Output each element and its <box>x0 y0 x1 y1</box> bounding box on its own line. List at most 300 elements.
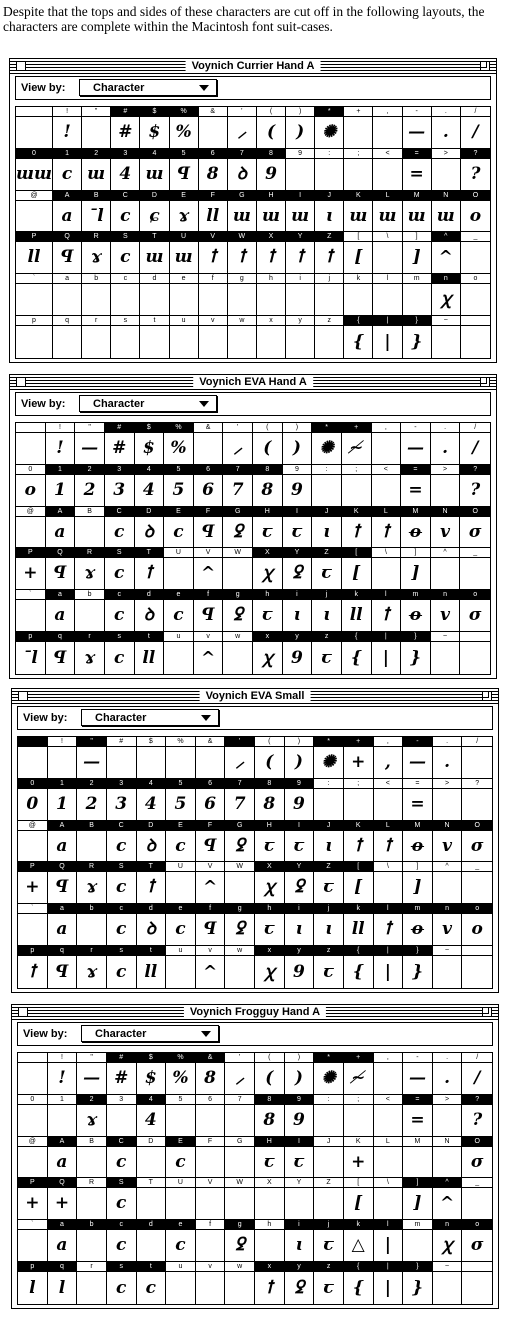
character-cell[interactable] <box>107 904 137 946</box>
character-cell[interactable] <box>53 107 82 149</box>
character-cell[interactable] <box>16 232 53 274</box>
character-cell[interactable] <box>314 737 344 779</box>
character-cell[interactable] <box>433 779 463 821</box>
character-cell[interactable] <box>135 632 165 674</box>
character-cell[interactable] <box>223 507 253 549</box>
character-cell[interactable] <box>374 821 404 863</box>
character-cell[interactable] <box>107 1178 137 1220</box>
character-cell[interactable] <box>53 232 82 274</box>
character-cell[interactable] <box>228 232 257 274</box>
character-cell[interactable] <box>16 465 46 507</box>
character-cell[interactable] <box>285 862 315 904</box>
character-cell[interactable] <box>432 232 461 274</box>
character-cell[interactable] <box>314 1137 344 1179</box>
character-cell[interactable] <box>18 862 48 904</box>
character-cell[interactable] <box>75 423 105 465</box>
character-cell[interactable] <box>312 590 342 632</box>
character-cell[interactable] <box>312 632 342 674</box>
close-box-icon[interactable] <box>16 61 26 71</box>
character-cell[interactable] <box>374 1137 404 1179</box>
character-cell[interactable] <box>194 507 224 549</box>
character-cell[interactable] <box>462 1262 492 1304</box>
character-cell[interactable] <box>403 232 432 274</box>
character-cell[interactable] <box>255 1095 285 1137</box>
character-cell[interactable] <box>255 737 285 779</box>
character-cell[interactable] <box>344 1220 374 1262</box>
character-cell[interactable] <box>314 904 344 946</box>
character-cell[interactable] <box>373 232 402 274</box>
character-cell[interactable] <box>228 149 257 191</box>
character-cell[interactable] <box>77 946 107 988</box>
character-cell[interactable] <box>107 1095 137 1137</box>
character-cell[interactable] <box>344 107 373 149</box>
character-cell[interactable] <box>16 107 53 149</box>
character-cell[interactable] <box>196 1137 226 1179</box>
character-cell[interactable] <box>315 191 344 233</box>
character-cell[interactable] <box>312 507 342 549</box>
character-cell[interactable] <box>196 946 226 988</box>
character-cell[interactable] <box>255 1178 285 1220</box>
character-cell[interactable] <box>285 737 315 779</box>
character-cell[interactable] <box>285 1220 315 1262</box>
character-cell[interactable] <box>137 904 167 946</box>
character-cell[interactable] <box>403 779 433 821</box>
character-cell[interactable] <box>18 737 48 779</box>
character-cell[interactable] <box>107 1220 137 1262</box>
character-cell[interactable] <box>461 191 490 233</box>
character-cell[interactable] <box>344 946 374 988</box>
character-cell[interactable] <box>255 779 285 821</box>
character-cell[interactable] <box>344 1053 374 1095</box>
character-cell[interactable] <box>164 507 194 549</box>
character-cell[interactable] <box>401 590 431 632</box>
character-cell[interactable] <box>461 149 490 191</box>
view-by-select[interactable] <box>79 79 217 96</box>
character-cell[interactable] <box>461 316 490 358</box>
character-cell[interactable] <box>462 862 492 904</box>
character-cell[interactable] <box>223 590 253 632</box>
zoom-box-icon[interactable] <box>480 377 490 387</box>
character-cell[interactable] <box>46 465 76 507</box>
character-cell[interactable] <box>314 862 344 904</box>
character-cell[interactable] <box>342 507 372 549</box>
character-cell[interactable] <box>225 904 255 946</box>
view-by-select[interactable] <box>81 1025 219 1042</box>
character-cell[interactable] <box>342 632 372 674</box>
character-cell[interactable] <box>286 316 315 358</box>
character-cell[interactable] <box>460 632 490 674</box>
character-cell[interactable] <box>225 779 255 821</box>
character-cell[interactable] <box>285 1137 315 1179</box>
character-cell[interactable] <box>460 423 490 465</box>
character-cell[interactable] <box>170 232 199 274</box>
character-cell[interactable] <box>140 274 169 316</box>
character-cell[interactable] <box>431 465 461 507</box>
character-cell[interactable] <box>225 821 255 863</box>
character-cell[interactable] <box>312 548 342 590</box>
character-cell[interactable] <box>225 737 255 779</box>
character-cell[interactable] <box>314 1220 344 1262</box>
character-cell[interactable] <box>196 1095 226 1137</box>
character-cell[interactable] <box>403 1262 433 1304</box>
character-cell[interactable] <box>372 632 402 674</box>
character-cell[interactable] <box>342 548 372 590</box>
character-cell[interactable] <box>255 821 285 863</box>
character-cell[interactable] <box>107 1137 137 1179</box>
character-cell[interactable] <box>166 1220 196 1262</box>
character-cell[interactable] <box>255 946 285 988</box>
character-cell[interactable] <box>166 862 196 904</box>
character-cell[interactable] <box>433 862 463 904</box>
character-cell[interactable] <box>286 107 315 149</box>
character-cell[interactable] <box>315 107 344 149</box>
character-cell[interactable] <box>403 737 433 779</box>
character-cell[interactable] <box>46 548 76 590</box>
character-cell[interactable] <box>77 779 107 821</box>
character-cell[interactable] <box>194 548 224 590</box>
character-cell[interactable] <box>16 316 53 358</box>
character-cell[interactable] <box>16 274 53 316</box>
character-cell[interactable] <box>48 946 78 988</box>
character-cell[interactable] <box>107 737 137 779</box>
character-cell[interactable] <box>46 423 76 465</box>
character-cell[interactable] <box>164 548 194 590</box>
character-cell[interactable] <box>46 590 76 632</box>
character-cell[interactable] <box>433 1220 463 1262</box>
character-cell[interactable] <box>170 191 199 233</box>
character-cell[interactable] <box>462 1220 492 1262</box>
character-cell[interactable] <box>53 149 82 191</box>
character-cell[interactable] <box>77 1178 107 1220</box>
character-cell[interactable] <box>462 821 492 863</box>
character-cell[interactable] <box>433 737 463 779</box>
character-cell[interactable] <box>18 1220 48 1262</box>
character-cell[interactable] <box>16 548 46 590</box>
character-cell[interactable] <box>18 821 48 863</box>
character-cell[interactable] <box>53 274 82 316</box>
character-cell[interactable] <box>286 274 315 316</box>
character-cell[interactable] <box>107 1053 137 1095</box>
character-cell[interactable] <box>18 1262 48 1304</box>
character-cell[interactable] <box>461 232 490 274</box>
character-cell[interactable] <box>164 465 194 507</box>
character-cell[interactable] <box>77 1137 107 1179</box>
character-cell[interactable] <box>135 507 165 549</box>
character-cell[interactable] <box>140 107 169 149</box>
character-cell[interactable] <box>283 507 313 549</box>
character-cell[interactable] <box>401 423 431 465</box>
zoom-box-icon[interactable] <box>480 61 490 71</box>
character-cell[interactable] <box>140 316 169 358</box>
character-cell[interactable] <box>257 232 286 274</box>
character-cell[interactable] <box>199 107 228 149</box>
character-cell[interactable] <box>283 632 313 674</box>
character-cell[interactable] <box>166 1178 196 1220</box>
character-cell[interactable] <box>432 107 461 149</box>
character-cell[interactable] <box>342 423 372 465</box>
character-cell[interactable] <box>257 316 286 358</box>
character-cell[interactable] <box>48 1178 78 1220</box>
character-cell[interactable] <box>18 904 48 946</box>
character-cell[interactable] <box>77 1095 107 1137</box>
character-cell[interactable] <box>140 232 169 274</box>
character-cell[interactable] <box>373 274 402 316</box>
character-cell[interactable] <box>253 423 283 465</box>
character-cell[interactable] <box>225 1137 255 1179</box>
character-cell[interactable] <box>344 232 373 274</box>
character-cell[interactable] <box>18 946 48 988</box>
character-cell[interactable] <box>462 946 492 988</box>
character-cell[interactable] <box>462 1178 492 1220</box>
character-cell[interactable] <box>460 590 490 632</box>
character-cell[interactable] <box>285 904 315 946</box>
character-cell[interactable] <box>315 149 344 191</box>
character-cell[interactable] <box>137 1053 167 1095</box>
character-cell[interactable] <box>374 779 404 821</box>
close-box-icon[interactable] <box>16 377 26 387</box>
character-cell[interactable] <box>255 1137 285 1179</box>
character-cell[interactable] <box>137 1095 167 1137</box>
view-by-select[interactable] <box>79 395 217 412</box>
character-cell[interactable] <box>194 590 224 632</box>
character-cell[interactable] <box>344 862 374 904</box>
character-cell[interactable] <box>373 191 402 233</box>
character-cell[interactable] <box>285 1053 315 1095</box>
character-cell[interactable] <box>374 1262 404 1304</box>
character-cell[interactable] <box>314 821 344 863</box>
character-cell[interactable] <box>111 149 140 191</box>
character-cell[interactable] <box>403 904 433 946</box>
character-cell[interactable] <box>462 779 492 821</box>
character-cell[interactable] <box>48 737 78 779</box>
character-cell[interactable] <box>374 1178 404 1220</box>
character-cell[interactable] <box>460 548 490 590</box>
character-cell[interactable] <box>462 1053 492 1095</box>
character-cell[interactable] <box>286 232 315 274</box>
character-cell[interactable] <box>374 1095 404 1137</box>
character-cell[interactable] <box>105 548 135 590</box>
character-cell[interactable] <box>403 946 433 988</box>
character-cell[interactable] <box>77 1262 107 1304</box>
character-cell[interactable] <box>253 465 283 507</box>
character-cell[interactable] <box>111 232 140 274</box>
character-cell[interactable] <box>107 779 137 821</box>
character-cell[interactable] <box>82 232 111 274</box>
character-cell[interactable] <box>223 423 253 465</box>
character-cell[interactable] <box>342 465 372 507</box>
character-cell[interactable] <box>285 1262 315 1304</box>
character-cell[interactable] <box>403 149 432 191</box>
character-cell[interactable] <box>344 737 374 779</box>
character-cell[interactable] <box>135 590 165 632</box>
character-cell[interactable] <box>431 590 461 632</box>
character-cell[interactable] <box>223 465 253 507</box>
title-bar[interactable] <box>10 375 496 390</box>
character-cell[interactable] <box>77 821 107 863</box>
character-cell[interactable] <box>314 1178 344 1220</box>
character-cell[interactable] <box>314 1095 344 1137</box>
character-cell[interactable] <box>77 737 107 779</box>
character-cell[interactable] <box>403 821 433 863</box>
character-cell[interactable] <box>82 191 111 233</box>
character-cell[interactable] <box>137 737 167 779</box>
character-cell[interactable] <box>225 862 255 904</box>
character-cell[interactable] <box>373 107 402 149</box>
character-cell[interactable] <box>137 1262 167 1304</box>
character-cell[interactable] <box>137 862 167 904</box>
character-cell[interactable] <box>107 1262 137 1304</box>
character-cell[interactable] <box>314 779 344 821</box>
character-cell[interactable] <box>283 465 313 507</box>
character-cell[interactable] <box>75 590 105 632</box>
character-cell[interactable] <box>194 632 224 674</box>
character-cell[interactable] <box>77 862 107 904</box>
character-cell[interactable] <box>373 316 402 358</box>
character-cell[interactable] <box>253 507 283 549</box>
character-cell[interactable] <box>196 904 226 946</box>
character-cell[interactable] <box>105 507 135 549</box>
character-cell[interactable] <box>372 507 402 549</box>
character-cell[interactable] <box>433 1262 463 1304</box>
character-cell[interactable] <box>255 862 285 904</box>
character-cell[interactable] <box>315 316 344 358</box>
character-cell[interactable] <box>16 632 46 674</box>
character-cell[interactable] <box>401 465 431 507</box>
character-cell[interactable] <box>257 107 286 149</box>
character-cell[interactable] <box>401 632 431 674</box>
character-cell[interactable] <box>342 590 372 632</box>
character-cell[interactable] <box>372 548 402 590</box>
character-cell[interactable] <box>432 191 461 233</box>
character-cell[interactable] <box>255 904 285 946</box>
character-cell[interactable] <box>48 862 78 904</box>
character-cell[interactable] <box>77 1053 107 1095</box>
character-cell[interactable] <box>170 107 199 149</box>
character-cell[interactable] <box>225 1095 255 1137</box>
character-cell[interactable] <box>46 632 76 674</box>
character-cell[interactable] <box>48 1053 78 1095</box>
character-cell[interactable] <box>373 149 402 191</box>
character-cell[interactable] <box>48 904 78 946</box>
character-cell[interactable] <box>312 465 342 507</box>
character-cell[interactable] <box>194 423 224 465</box>
character-cell[interactable] <box>372 590 402 632</box>
character-cell[interactable] <box>283 548 313 590</box>
character-cell[interactable] <box>403 191 432 233</box>
character-cell[interactable] <box>257 274 286 316</box>
character-cell[interactable] <box>166 821 196 863</box>
character-cell[interactable] <box>111 274 140 316</box>
character-cell[interactable] <box>196 779 226 821</box>
character-cell[interactable] <box>314 1053 344 1095</box>
character-cell[interactable] <box>372 465 402 507</box>
character-cell[interactable] <box>431 632 461 674</box>
character-cell[interactable] <box>166 737 196 779</box>
character-cell[interactable] <box>223 632 253 674</box>
character-cell[interactable] <box>18 1095 48 1137</box>
character-cell[interactable] <box>16 590 46 632</box>
character-cell[interactable] <box>432 149 461 191</box>
character-cell[interactable] <box>462 737 492 779</box>
character-cell[interactable] <box>105 590 135 632</box>
character-cell[interactable] <box>255 1262 285 1304</box>
character-cell[interactable] <box>403 1095 433 1137</box>
character-cell[interactable] <box>344 1178 374 1220</box>
character-cell[interactable] <box>285 821 315 863</box>
character-cell[interactable] <box>314 946 344 988</box>
character-cell[interactable] <box>225 1053 255 1095</box>
character-cell[interactable] <box>372 423 402 465</box>
character-cell[interactable] <box>403 316 432 358</box>
character-cell[interactable] <box>253 548 283 590</box>
title-bar[interactable] <box>10 59 496 74</box>
character-cell[interactable] <box>460 507 490 549</box>
character-cell[interactable] <box>196 821 226 863</box>
character-cell[interactable] <box>312 423 342 465</box>
character-cell[interactable] <box>135 465 165 507</box>
character-cell[interactable] <box>164 632 194 674</box>
character-cell[interactable] <box>433 1178 463 1220</box>
close-box-icon[interactable] <box>18 1007 28 1017</box>
character-cell[interactable] <box>140 191 169 233</box>
character-cell[interactable] <box>257 191 286 233</box>
character-cell[interactable] <box>255 1053 285 1095</box>
character-cell[interactable] <box>460 465 490 507</box>
character-cell[interactable] <box>403 1053 433 1095</box>
character-cell[interactable] <box>344 1095 374 1137</box>
character-cell[interactable] <box>403 1178 433 1220</box>
character-cell[interactable] <box>228 107 257 149</box>
character-cell[interactable] <box>166 1095 196 1137</box>
character-cell[interactable] <box>166 1053 196 1095</box>
character-cell[interactable] <box>48 779 78 821</box>
character-cell[interactable] <box>257 149 286 191</box>
character-cell[interactable] <box>225 1262 255 1304</box>
character-cell[interactable] <box>111 191 140 233</box>
character-cell[interactable] <box>401 548 431 590</box>
character-cell[interactable] <box>18 779 48 821</box>
character-cell[interactable] <box>253 590 283 632</box>
character-cell[interactable] <box>75 548 105 590</box>
character-cell[interactable] <box>344 149 373 191</box>
character-cell[interactable] <box>228 191 257 233</box>
character-cell[interactable] <box>403 862 433 904</box>
character-cell[interactable] <box>82 107 111 149</box>
character-cell[interactable] <box>462 904 492 946</box>
character-cell[interactable] <box>196 862 226 904</box>
character-cell[interactable] <box>344 274 373 316</box>
character-cell[interactable] <box>433 821 463 863</box>
character-cell[interactable] <box>48 1262 78 1304</box>
character-cell[interactable] <box>374 1220 404 1262</box>
character-cell[interactable] <box>164 423 194 465</box>
character-cell[interactable] <box>107 821 137 863</box>
view-by-select[interactable] <box>81 709 219 726</box>
character-cell[interactable] <box>225 1178 255 1220</box>
character-cell[interactable] <box>433 1053 463 1095</box>
character-cell[interactable] <box>166 904 196 946</box>
character-cell[interactable] <box>344 1137 374 1179</box>
character-cell[interactable] <box>137 946 167 988</box>
character-cell[interactable] <box>374 1053 404 1095</box>
character-cell[interactable] <box>431 507 461 549</box>
character-cell[interactable] <box>16 507 46 549</box>
character-cell[interactable] <box>166 946 196 988</box>
character-cell[interactable] <box>137 1137 167 1179</box>
character-cell[interactable] <box>111 316 140 358</box>
character-cell[interactable] <box>53 316 82 358</box>
character-cell[interactable] <box>283 590 313 632</box>
